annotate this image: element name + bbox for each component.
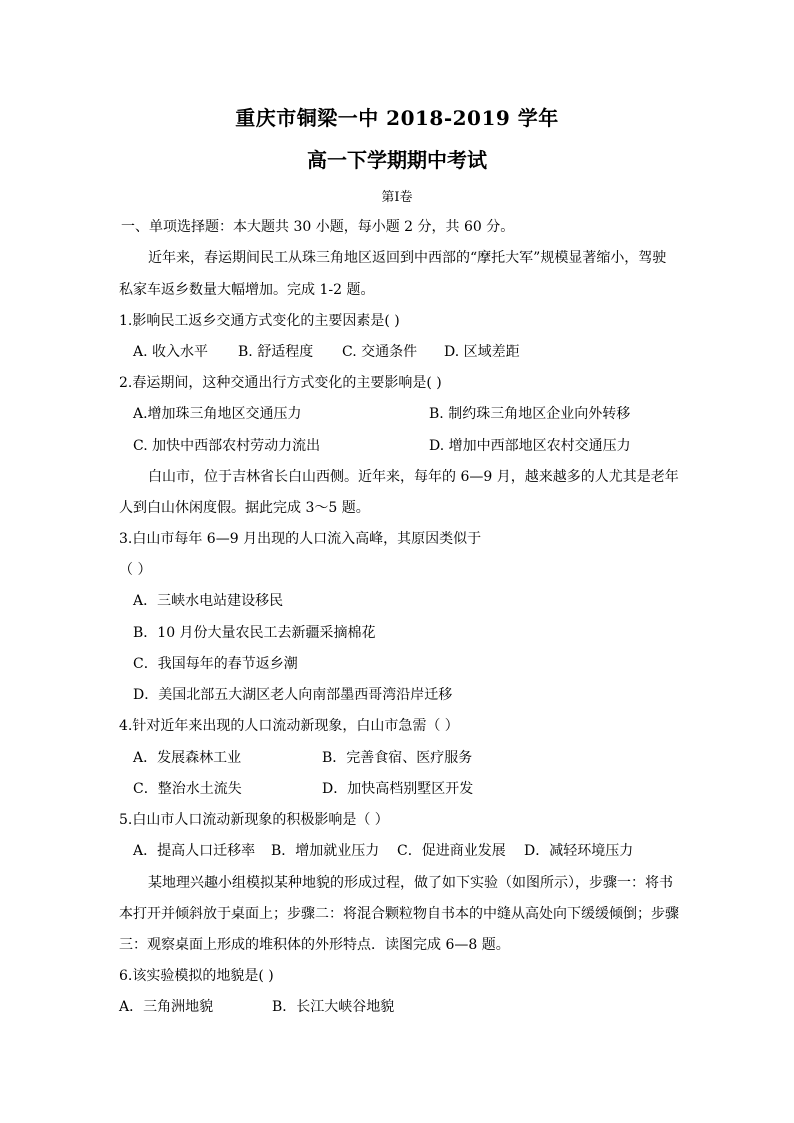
passage-3-line-3: 三：观察桌面上形成的堆积体的外形特点．读图完成 6—8 题。 (119, 937, 510, 953)
question-2-stem: 2.春运期间，这种交通出行方式变化的主要影响是( ) (119, 375, 442, 391)
passage-2-line-2: 人到白山休闲度假。据此完成 3～5 题。 (119, 500, 370, 516)
question-4-option-b: B．完善食宿、医疗服务 (322, 750, 473, 766)
question-4-option-d: D．加快高档别墅区开发 (322, 781, 474, 797)
passage-1-line-1: 近年来，春运期间民工从珠三角地区返回到中西部的“摩托大军”规模显著缩小，驾驶 (148, 250, 667, 266)
passage-3-line-2: 本打开并倾斜放于桌面上；步骤二：将混合颗粒物自书本的中缝从高处向下缓缓倾倒；步骤 (119, 906, 679, 922)
question-4-option-c: C．整治水土流失 (133, 781, 242, 797)
volume-label: 第Ⅰ卷 (381, 190, 413, 205)
passage-1-line-2: 私家车返乡数量大幅增加。完成 1-2 题。 (119, 282, 375, 298)
question-5-option-d: D．减轻环境压力 (524, 843, 634, 859)
question-3-answer-paren: （ ） (119, 562, 152, 578)
exam-subtitle: 高一下学期期中考试 (307, 148, 487, 172)
question-2-option-a: A.增加珠三角地区交通压力 (133, 406, 302, 422)
question-3-option-d: D．美国北部五大湖区老人向南部墨西哥湾沿岸迁移 (133, 687, 453, 703)
question-1-option-b: B. 舒适程度 (238, 344, 314, 360)
question-2-option-c: C. 加快中西部农村劳动力流出 (133, 438, 321, 454)
question-5-option-a: A．提高人口迁移率 (133, 843, 256, 859)
section-heading: 一、单项选择题：本大题共 30 小题，每小题 2 分，共 60 分。 (121, 219, 515, 235)
question-6-stem: 6.该实验模拟的地貌是( ) (119, 968, 274, 984)
question-2-option-b: B. 制约珠三角地区企业向外转移 (429, 406, 631, 422)
passage-3-line-1: 某地理兴趣小组模拟某种地貌的形成过程，做了如下实验（如图所示），步骤一：将书 (148, 875, 673, 891)
question-3-option-b: B．10 月份大量农民工去新疆采摘棉花 (133, 625, 376, 641)
question-1-option-d: D. 区域差距 (444, 344, 520, 360)
question-5-option-b: B．增加就业压力 (271, 843, 380, 859)
question-4-stem: 4.针对近年来出现的人口流动新现象，白山市急需（ ） (119, 718, 459, 734)
passage-2-line-1: 白山市，位于吉林省长白山西侧。近年来，每年的 6—9 月，越来越多的人尤其是老年 (148, 469, 679, 485)
exam-title: 重庆市铜梁一中 2018-2019 学年 (235, 106, 559, 130)
question-3-option-c: C．我国每年的春节返乡潮 (133, 656, 298, 672)
question-5-stem: 5.白山市人口流动新现象的积极影响是（ ） (119, 812, 389, 828)
question-6-option-b: B．长江大峡谷地貌 (272, 999, 395, 1015)
question-6-option-a: A．三角洲地貌 (119, 999, 214, 1015)
question-1-option-a: A. 收入水平 (133, 344, 209, 360)
question-3-stem: 3.白山市每年 6—9 月出现的人口流入高峰，其原因类似于 (119, 531, 482, 547)
question-4-option-a: A．发展森林工业 (133, 750, 242, 766)
question-1-option-c: C. 交通条件 (342, 344, 418, 360)
question-2-option-d: D. 增加中西部地区农村交通压力 (429, 438, 631, 454)
question-3-option-a: A．三峡水电站建设移民 (133, 593, 284, 609)
question-5-option-c: C．促进商业发展 (397, 843, 506, 859)
question-1-stem: 1.影响民工返乡交通方式变化的主要因素是( ) (119, 313, 400, 329)
